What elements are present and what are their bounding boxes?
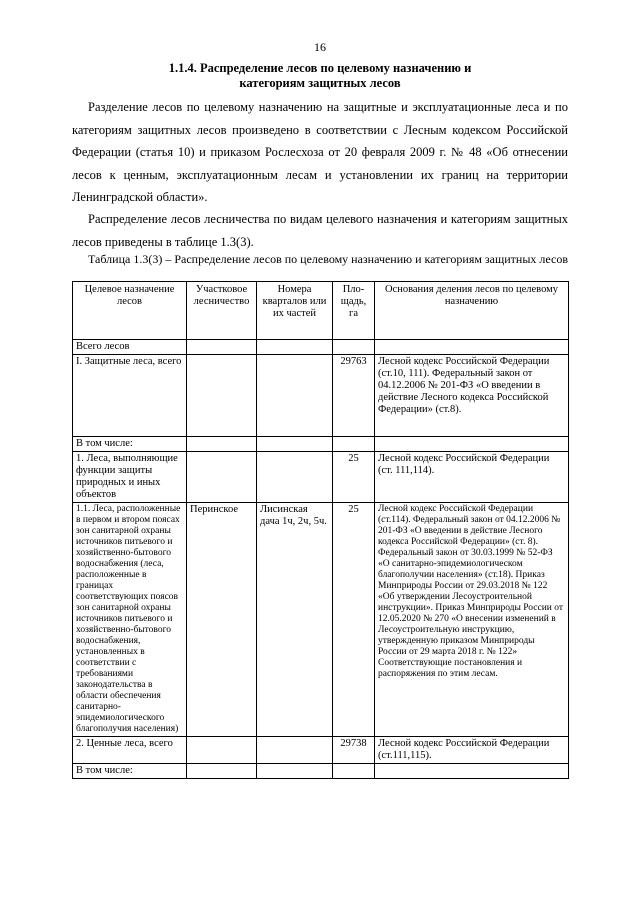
cell-area [333, 764, 375, 779]
cell-purpose: 1. Леса, выполняющие функции защиты природных и иных объектов [73, 452, 187, 503]
heading-line-2: категориям защитных лесов [239, 76, 401, 90]
cell-area: 25 [333, 503, 375, 737]
cell-basis [375, 764, 569, 779]
cell-basis [375, 437, 569, 452]
cell-quarters [257, 737, 333, 764]
cell-quarters [257, 340, 333, 355]
cell-quarters [257, 355, 333, 437]
header-quarters: Номера кварталов или их частей [257, 282, 333, 340]
table-row [73, 340, 569, 355]
page-number: 16 [314, 40, 326, 54]
cell-basis: Лесной кодекс Российской Федерации (ст.114). Федеральный закон от 04.12.2006 № 201-ФЗ «О введении в действие Лесного кодекса Российской Федерации» (ст. 8). Федеральный закон от 30.03.1999 № 52-ФЗ «О санитарно-эпидемиологическом благополучии населения» (ст.18). Приказ Минприроды России от 29.03.2018 № 122 «Об утверждении Лесоустроительной инструкции». Приказ Минприроды России от 12.05.2020 № 270 «О внесении изменений в Лесоустроительную инструкцию, утвержденную приказом Минприроды России от 29 марта 2018 г. № 122» Соответствующие постановления и распоряжения по этим лесам. [375, 503, 569, 737]
cell-purpose: 2. Ценные леса, всего [73, 737, 187, 764]
cell-area: 29738 [333, 737, 375, 764]
cell-purpose: I. Защитные леса, всего [73, 355, 187, 437]
cell-area: 25 [333, 452, 375, 503]
cell-basis [375, 340, 569, 355]
cell-quarters: Лисинская дача 1ч, 2ч, 5ч. [257, 503, 333, 737]
cell-quarters [257, 437, 333, 452]
cell-basis: Лесной кодекс Российской Федерации (ст.111,115). [375, 737, 569, 764]
table-row [73, 764, 569, 779]
cell-area [333, 437, 375, 452]
table-header-row [73, 282, 569, 340]
table-caption: Таблица 1.3(3) – Распределение лесов по целевому назначению и категориям защитных лесов [88, 252, 568, 266]
section-heading [60, 61, 580, 91]
cell-purpose: Всего лесов [73, 340, 187, 355]
table-row [73, 355, 569, 437]
header-area: Пло-щадь, га [333, 282, 375, 340]
table-row [73, 737, 569, 764]
table-row [73, 503, 569, 737]
cell-purpose: В том числе: [73, 764, 187, 779]
cell-district [187, 737, 257, 764]
cell-district [187, 437, 257, 452]
header-basis: Основания деления лесов по целевому назначению [375, 282, 569, 340]
header-district: Участковое лесничество [187, 282, 257, 340]
cell-quarters [257, 764, 333, 779]
heading-line-1: 1.1.4. Распределение лесов по целевому назначению и [168, 61, 472, 75]
cell-district [187, 452, 257, 503]
cell-area: 29763 [333, 355, 375, 437]
cell-basis: Лесной кодекс Российской Федерации (ст.10, 111). Федеральный закон от 04.12.2006 № 201-ФЗ «О введении в действие Лесного кодекса Российской Федерации» (ст.8). [375, 355, 569, 437]
paragraph-2: Распределение лесов лесничества по видам целевого назначения и категориям защитных лесов приведены в таблице 1.3(3). [72, 212, 568, 249]
header-purpose: Целевое назначение лесов [73, 282, 187, 340]
cell-purpose: 1.1. Леса, расположенные в первом и втором поясах зон санитарной охраны источников питьевого и хозяйственно-бытового водоснабжения (леса, расположенные в границах соответствующих поясов зон санитарной охраны источников питьевого и хозяйственно-бытового водоснабжения, установленных в соответствии с требованиями законодательства в области обеспечения санитарно-эпидемиологического благополучия населения) [73, 503, 187, 737]
cell-district [187, 764, 257, 779]
cell-district [187, 355, 257, 437]
cell-area [333, 340, 375, 355]
paragraph-1: Разделение лесов по целевому назначению на защитные и эксплуатационные леса и по категориям защитных лесов произведено в соответствии с Лесным кодексом Российской Федерации (статья 10) и приказом Рослесхоза от 20 февраля 2009 г. № 48 «Об отнесении лесов к ценным, эксплуатационным лесам и установлении их границ на территории Ленинградской области». [72, 100, 568, 204]
cell-district: Перинское [187, 503, 257, 737]
cell-purpose: В том числе: [73, 437, 187, 452]
cell-district [187, 340, 257, 355]
cell-quarters [257, 452, 333, 503]
table-row [73, 437, 569, 452]
table-row [73, 452, 569, 503]
forest-distribution-table [72, 281, 569, 779]
cell-basis: Лесной кодекс Российской Федерации (ст. 111,114). [375, 452, 569, 503]
